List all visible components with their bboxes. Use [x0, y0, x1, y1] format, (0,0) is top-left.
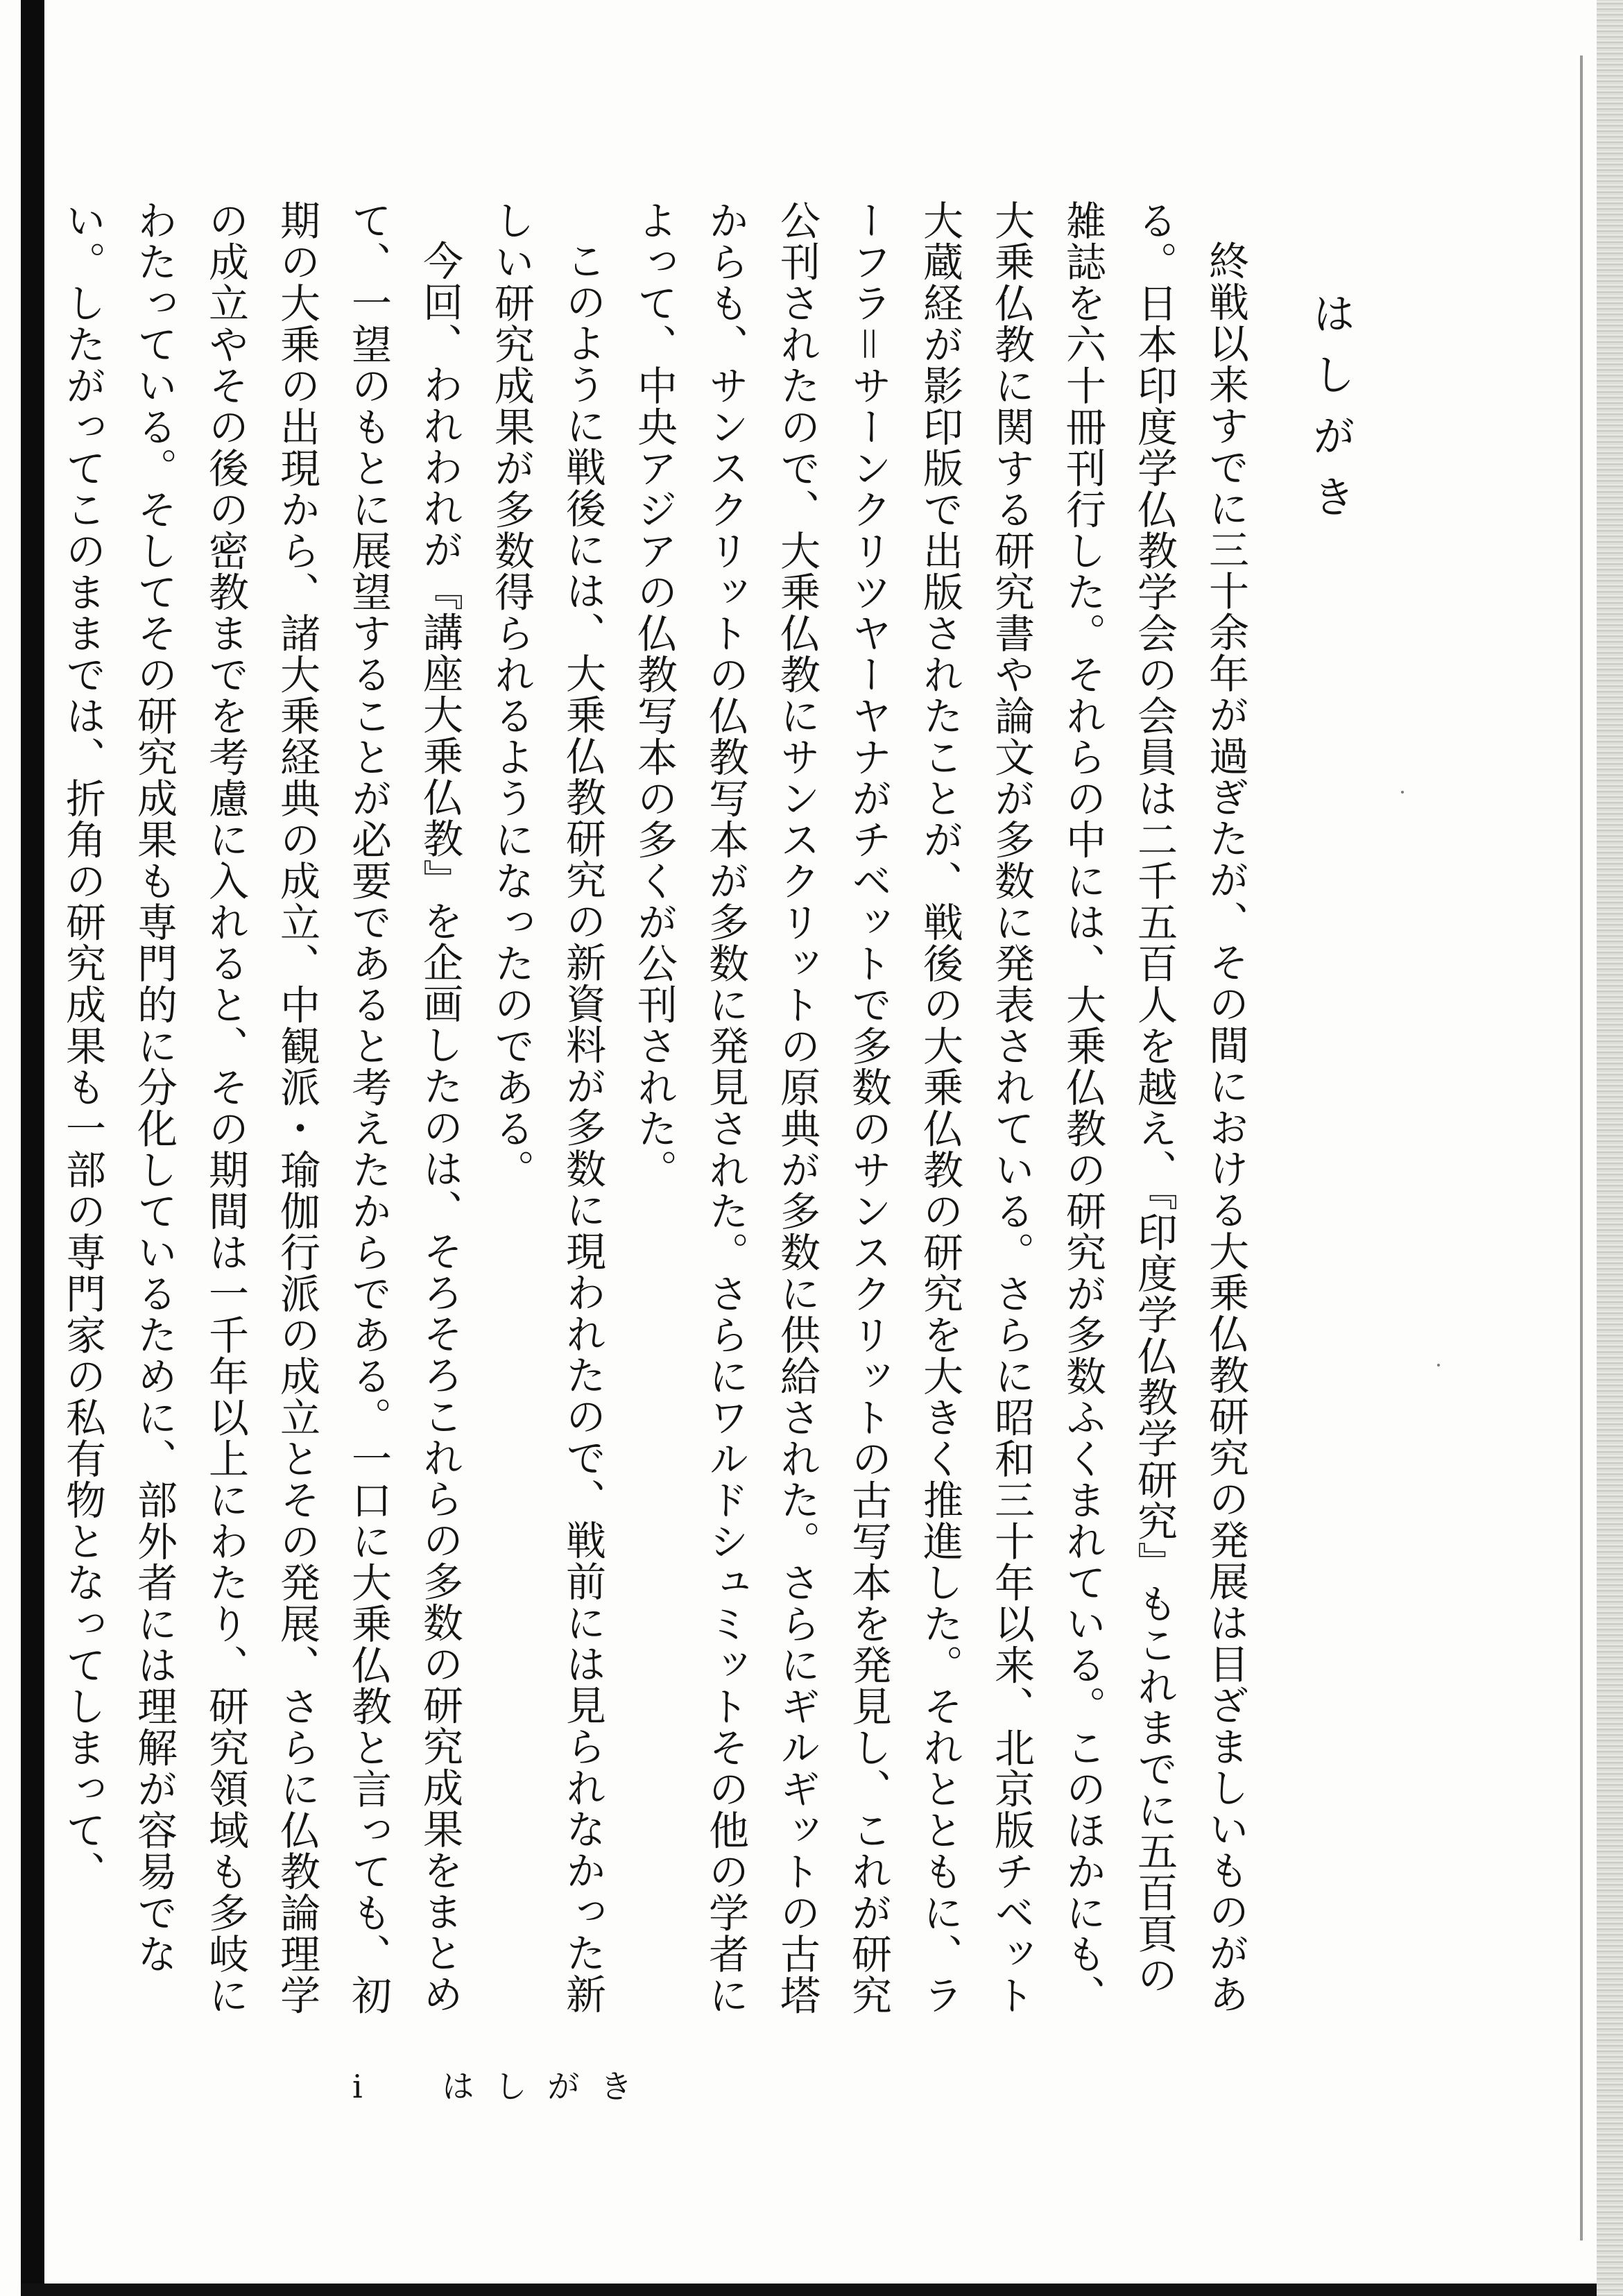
page-footer — [352, 2062, 653, 2107]
scan-speck — [1401, 791, 1404, 794]
scan-binding-shadow-left — [21, 0, 44, 2296]
paragraph-3: 今回、われわれが『講座大乗仏教』を企画したのは、そろそろこれらの多数の研究成果をまとめて、一望のもとに展望することが必要であると考えたからである。一口に大乗仏教と言っても、初期の大乗の出現から、諸大乗経典の成立、中観派・瑜伽行派の成立とその発展、さらに仏教論理学の成立やその後の密教までを考慮に入れると、その期間は一千年以上にわたり、研究領域も多岐にわたっている。そしてその研究成果も専門的に分化しているために、部外者には理解が容易でない。したがってこのままでは、折角の研究成果も一部の専門家の私有物となってしまって、 — [59, 200, 463, 2016]
scan-speck — [1437, 1364, 1440, 1367]
body-text — [59, 200, 1261, 2031]
scan-page-edge-line — [1580, 55, 1583, 2241]
scan-shadow-bottom — [21, 2284, 1623, 2296]
paragraph-1: 終戦以来すでに三十余年が過ぎたが、その間における大乗仏教研究の発展は目ざましいものがある。日本印度学仏教学会の会員は二千五百人を越え、『印度学仏教学研究』もこれまでに五百頁の雑誌を六十冊刊行した。それらの中には、大乗仏教の研究が多数ふくまれている。このほかにも、大乗仏教に関する研究書や論文が多数に発表されている。さらに昭和三十年以来、北京版チベット大蔵経が影印版で出版されたことが、戦後の大乗仏教の研究を大きく推進した。それとともに、ラーフラ＝サーンクリツヤーヤナがチベットで多数のサンスクリットの古写本を発見し、これが研究公刊されたので、大乗仏教にサンスクリットの原典が多数に供給された。さらにギルギットの古塔からも、サンスクリットの仏教写本が多数に発見された。さらにワルドシュミットその他の学者によって、中央アジアの仏教写本の多くが公刊された。 — [630, 200, 1249, 2016]
running-title: はしがき — [442, 2068, 653, 2105]
paragraph-2: このように戦後には、大乗仏教研究の新資料が多数に現われたので、戦前には見られなかった新しい研究成果が多数得られるようになったのである。 — [488, 200, 606, 2015]
scan-page-edge-right — [1597, 0, 1623, 2296]
page-heading: はしがき — [1305, 291, 1356, 536]
page-number: i — [352, 2068, 384, 2105]
